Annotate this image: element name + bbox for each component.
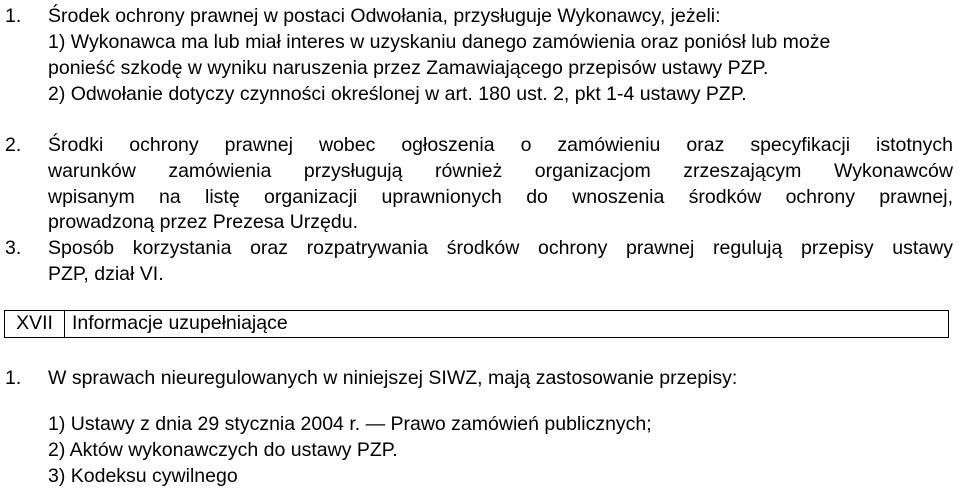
info-item-2: 2) Aktów wykonawczych do ustawy PZP. — [48, 439, 398, 461]
section-3-line-2: PZP, dział VI. — [48, 263, 164, 285]
section-header — [4, 310, 949, 338]
info-number: 1. — [5, 367, 22, 389]
section-3-number: 3. — [5, 237, 22, 259]
section-1-number: 1. — [5, 5, 22, 27]
section-1-item-1-line-2: ponieść szkodę w wyniku naruszenia przez Zamawiającego przepisów ustawy PZP. — [48, 57, 769, 79]
section-2-number: 2. — [5, 134, 22, 156]
section-1-item-2: 2) Odwołanie dotyczy czynności określonej w art. 180 ust. 2, pkt 1-4 ustawy PZP. — [48, 83, 747, 105]
info-item-1: 1) Ustawy z dnia 29 stycznia 2004 r. — Prawo zamówień publicznych; — [48, 413, 652, 435]
section-1-item-1-line-1: 1) Wykonawca ma lub miał interes w uzyskaniu danego zamówienia oraz poniósł lub może — [48, 31, 831, 53]
section-3-line-1: Sposób korzystania oraz rozpatrywania środków ochrony prawnej regulują przepisy ustawy — [48, 237, 953, 259]
section-header-number: XVII — [5, 311, 65, 337]
section-1-text: Środek ochrony prawnej w postaci Odwołania, przysługuje Wykonawcy, jeżeli: — [48, 5, 721, 27]
info-item-3: 3) Kodeksu cywilnego — [48, 465, 238, 487]
section-2-line-3: wpisanym na listę organizacji uprawnionych do wnoszenia środków ochrony prawnej, — [48, 186, 953, 208]
section-2-line-4: prowadzoną przez Prezesa Urzędu. — [48, 211, 358, 233]
info-text: W sprawach nieuregulowanych w niniejszej SIWZ, mają zastosowanie przepisy: — [48, 367, 738, 389]
section-header-title: Informacje uzupełniające — [72, 312, 288, 334]
section-2-line-1: Środki ochrony prawnej wobec ogłoszenia o zamówieniu oraz specyfikacji istotnych — [48, 134, 953, 156]
section-2-line-2: warunków zamówienia przysługują również organizacjom zrzeszającym Wykonawców — [48, 160, 953, 182]
